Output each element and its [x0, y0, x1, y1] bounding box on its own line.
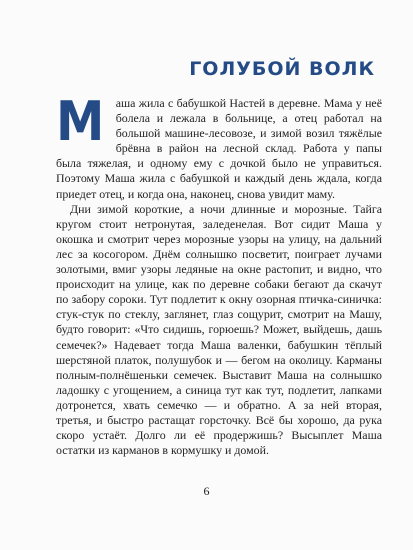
paragraph-1: [56, 90, 382, 202]
page-number: 6: [203, 484, 210, 498]
chapter-title: ГОЛУБОЙ ВОЛК: [189, 58, 375, 80]
paragraph-1-text: аша жила с бабушкой Настей в деревне. Мама у неё болела и лежала в больнице, а отец работал на большой машине-лесовозе, и зимой возил тяжёлые брёвна в район на лесной склад. Работа у папы была тяжелая, и одному ему с дочкой было не управиться. Поэтому Маша жила с бабушкой и каждый день ждала, когда приедет отец, и когда она, наконец, снова увидит маму.: [56, 96, 382, 201]
paragraph-2: Дни зимой короткие, а ночи длинные и морозные. Тайга кругом стоит нетронутая, заледенелая. Вот сидит Маша у окошка и смотрит через морозные узоры на улицу, на дальний лес за косогором. Днём солнышко посветит, поиграет лучами золотыми, вмиг узоры ледяные на окне растопит, и видно, что происходит на улице, как по деревне собаки бегают да скачут по забору сороки. Тут подлетит к окну озорная птичка-синичка: стук-стук по стеклу, заглянет, глаз сощурит, смотрит на Машу, будто говорит: «Что сидишь, горюешь? Может, выйдешь, дашь семечек?» Надевает тогда Маша валенки, бабушкин тёплый шерстяной платок, полушубок и — бегом на околицу. Карманы полным-полнёшеньки семечек. Выставит Маша на солнышко ладошку с угощением, а синица тут как тут, подлетит, лапками дотронется, хвать семечко — и обратно. А за ней вторая, третья, и быстро растащат горсточку. Всё бы хорошо, да рука скоро устаёт. Долго ли её продержишь? Высыплет Маша остатки из карманов в кормушку и домой.: [56, 201, 382, 458]
body-text: [56, 90, 382, 458]
drop-cap: М: [56, 90, 105, 153]
